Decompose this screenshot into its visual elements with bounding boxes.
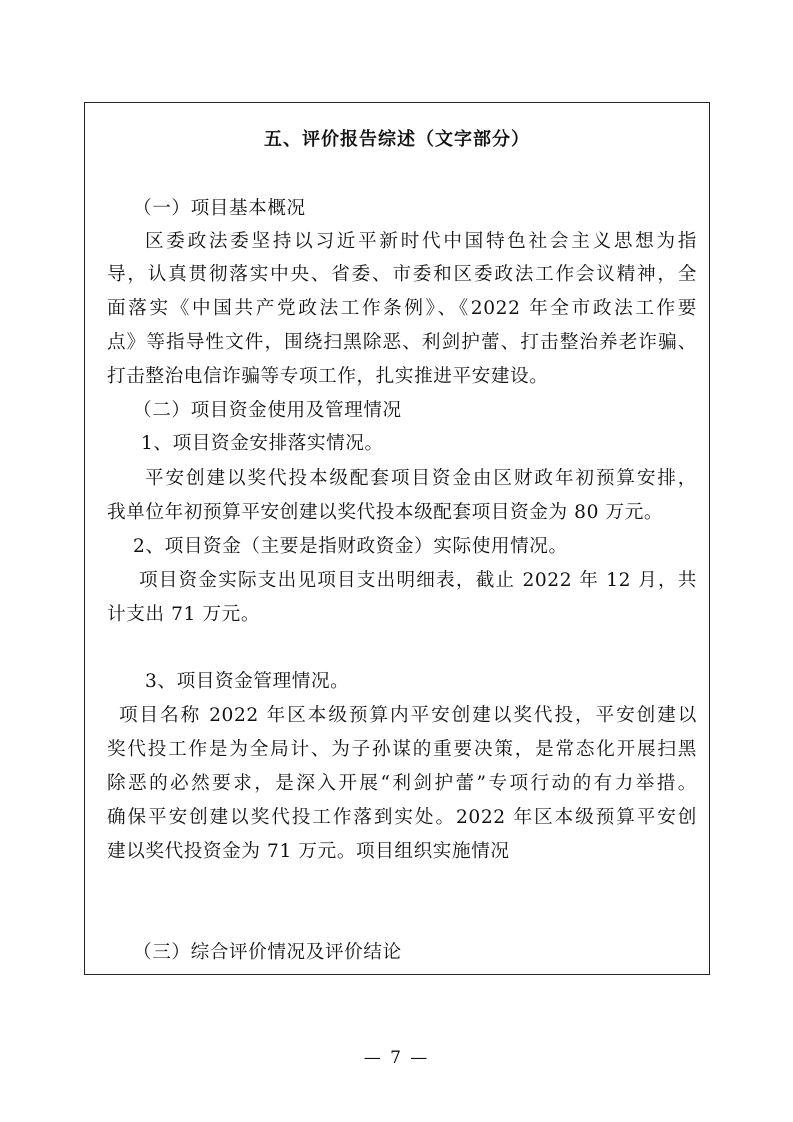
funds-item3-heading: 3、项目资金管理情况。 xyxy=(145,671,350,692)
funds-item3-line-2: 奖代投工作是为全局计、为子孙谋的重要决策，是常态化开展扫黑 xyxy=(107,739,697,760)
funds-item1-line-1: 平安创建以奖代投本级配套项目资金由区财政年初预算安排， xyxy=(145,468,697,489)
report-frame xyxy=(84,102,710,975)
funds-heading: （二）项目资金使用及管理情况 xyxy=(133,400,402,421)
evaluation-heading: （三）综合评价情况及评价结论 xyxy=(133,942,402,963)
page-number: — 7 — xyxy=(363,1048,430,1068)
overview-line-4: 点》等指导性文件，围绕扫黑除恶、利剑护蕾、打击整治养老诈骗、 xyxy=(107,332,697,353)
funds-item3-line-1: 项目名称 2022 年区本级预算内平安创建以奖代投，平安创建以 xyxy=(119,705,697,726)
overview-line-5: 打击整治电信诈骗等专项工作，扎实推进平安建设。 xyxy=(107,366,549,387)
overview-line-2: 导，认真贯彻落实中央、省委、市委和区委政法工作会议精神，全 xyxy=(107,264,697,285)
funds-item2-line-1: 项目资金实际支出见项目支出明细表，截止 2022 年 12 月，共 xyxy=(139,570,697,591)
overview-line-1: 区委政法委坚持以习近平新时代中国特色社会主义思想为指 xyxy=(145,231,697,252)
funds-item2-heading: 2、项目资金（主要是指财政资金）实际使用情况。 xyxy=(133,536,568,557)
overview-heading: （一）项目基本概况 xyxy=(133,198,306,219)
funds-item3-line-5: 建以奖代投资金为 71 万元。项目组织实施情况 xyxy=(107,841,510,862)
overview-line-3: 面落实《中国共产党政法工作条例》、《2022 年全市政法工作要 xyxy=(107,298,697,319)
section-title: 五、评价报告综述（文字部分） xyxy=(264,129,530,150)
funds-item3-line-3: 除恶的必然要求，是深入开展“利剑护蕾”专项行动的有力举措。 xyxy=(107,773,697,794)
funds-item1-line-2: 我单位年初预算平安创建以奖代投本级配套项目资金为 80 万元。 xyxy=(107,502,664,523)
funds-item3-line-4: 确保平安创建以奖代投工作落到实处。2022 年区本级预算平安创 xyxy=(107,807,697,828)
funds-item1-heading: 1、项目资金安排落实情况。 xyxy=(141,433,384,454)
funds-item2-line-2: 计支出 71 万元。 xyxy=(107,604,261,625)
